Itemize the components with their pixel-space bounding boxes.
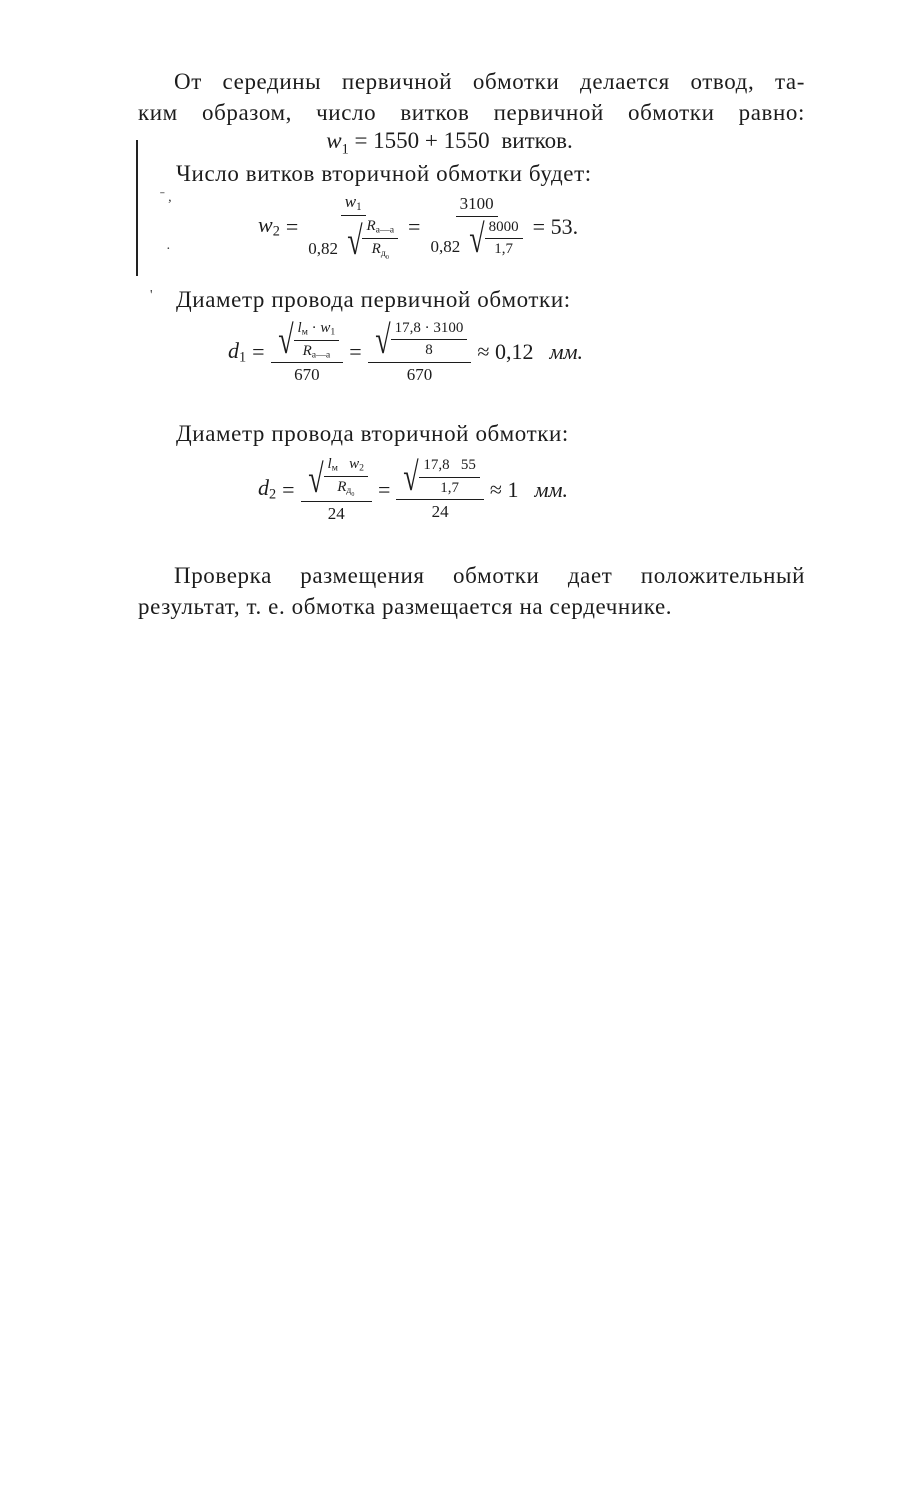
inner-numerator: 17,8 · 3100 — [391, 320, 468, 340]
scan-mark: ˉ , — [160, 190, 172, 205]
scan-mark: · — [166, 242, 171, 257]
inner-fraction — [294, 320, 340, 360]
unit-label: витков. — [501, 128, 573, 153]
paragraph-intro — [138, 66, 805, 128]
numerator — [301, 456, 372, 502]
sqrt-sign: √ — [277, 317, 294, 363]
unit-label: мм. — [549, 339, 584, 365]
paragraph-secondary-turns — [176, 158, 806, 189]
numerator — [396, 454, 483, 500]
fraction — [426, 194, 526, 259]
text-line: От середины первичной обмотки делается отвод, та- — [174, 69, 805, 94]
sqrt-sign: √ — [374, 317, 391, 363]
sqrt-sign: √ — [307, 455, 324, 501]
paragraph-d2 — [176, 418, 806, 449]
inner-numerator: 8000 — [485, 219, 523, 239]
inner-denominator: $R_{а—а}$ — [302, 342, 331, 361]
unit-label: мм. — [534, 476, 569, 502]
var-w: w — [326, 128, 342, 153]
denominator — [304, 216, 402, 264]
numerator — [271, 317, 344, 363]
inner-fraction — [485, 219, 523, 259]
result: = 53. — [532, 213, 579, 239]
denominator: 24 — [431, 502, 449, 522]
inner-numerator: $l_м \cdot w_1$ — [294, 320, 340, 341]
text-line: ким образом, число витков первичной обмотки равно: — [138, 100, 805, 125]
denominator: 670 — [406, 365, 433, 385]
inner-denominator: 1,7 — [440, 479, 460, 496]
inner-fraction — [362, 218, 398, 261]
fraction — [396, 454, 483, 522]
coefficient: 0,82 — [308, 239, 339, 259]
equals-sign: = — [349, 339, 362, 365]
inner-fraction — [324, 456, 368, 499]
numerator — [368, 317, 472, 363]
radical — [372, 317, 468, 363]
equation-w1 — [0, 128, 899, 159]
sqrt-sign: √ — [469, 215, 485, 261]
var-d2: $d_2$ — [258, 475, 277, 504]
numerator: $w_1$ — [341, 192, 366, 216]
text-line: Диаметр провода вторичной обмотки: — [176, 421, 569, 446]
radical — [305, 456, 368, 499]
equation-w2 — [258, 192, 579, 264]
radical — [400, 454, 479, 500]
var-w2: $w_2$ — [258, 212, 280, 240]
denominator: 670 — [294, 365, 320, 385]
equation-rhs: = 1550 + 1550 — [354, 128, 490, 153]
result: ≈ 1 — [489, 476, 519, 502]
inner-fraction — [419, 457, 480, 497]
denominator: 24 — [327, 503, 345, 523]
inner-fraction — [391, 320, 468, 360]
sqrt-sign: √ — [346, 218, 363, 264]
equation-d1 — [228, 317, 584, 385]
fraction — [304, 192, 402, 264]
fraction — [271, 317, 344, 385]
text-line: Число витков вторичной обмотки будет: — [176, 161, 592, 186]
equals-sign: = — [252, 339, 265, 365]
fraction — [368, 317, 472, 385]
inner-numerator: 17,8 55 — [419, 457, 480, 477]
equals-sign: = — [378, 476, 391, 502]
subscript: 1 — [341, 141, 349, 158]
equals-sign: = — [285, 213, 299, 239]
text-line: Диаметр провода первичной обмотки: — [176, 287, 571, 312]
inner-denominator: $R_{д_0}$ — [337, 478, 355, 499]
radical — [275, 317, 340, 363]
margin-bar — [136, 140, 144, 276]
result: ≈ 0,12 — [477, 339, 534, 365]
numerator: 3100 — [456, 194, 498, 217]
sqrt-sign: √ — [403, 454, 420, 500]
equals-sign: = — [408, 213, 421, 239]
equals-sign: = — [282, 476, 295, 502]
paragraph-d1 — [176, 284, 806, 315]
text-line: результат, т. е. обмотка размещается на сердечнике. — [138, 594, 673, 619]
inner-denominator: 1,7 — [494, 241, 514, 258]
text-line: Проверка размещения обмотки дает положительный — [174, 563, 805, 588]
denominator — [426, 217, 526, 259]
paragraph-conclusion — [138, 560, 805, 622]
inner-numerator: $R_{а—а}$ — [362, 218, 398, 239]
inner-denominator: 8 — [425, 342, 433, 359]
fraction — [301, 456, 372, 524]
inner-numerator: $l_м$ $w_2$ — [324, 456, 368, 477]
equation-d2 — [258, 456, 568, 524]
radical — [466, 215, 523, 261]
inner-denominator: $R_{д_0}$ — [371, 241, 389, 261]
coefficient: 0,82 — [430, 236, 461, 256]
var-d1: $d_1$ — [228, 338, 247, 366]
radical — [344, 218, 399, 264]
scan-mark: ' — [150, 288, 153, 303]
